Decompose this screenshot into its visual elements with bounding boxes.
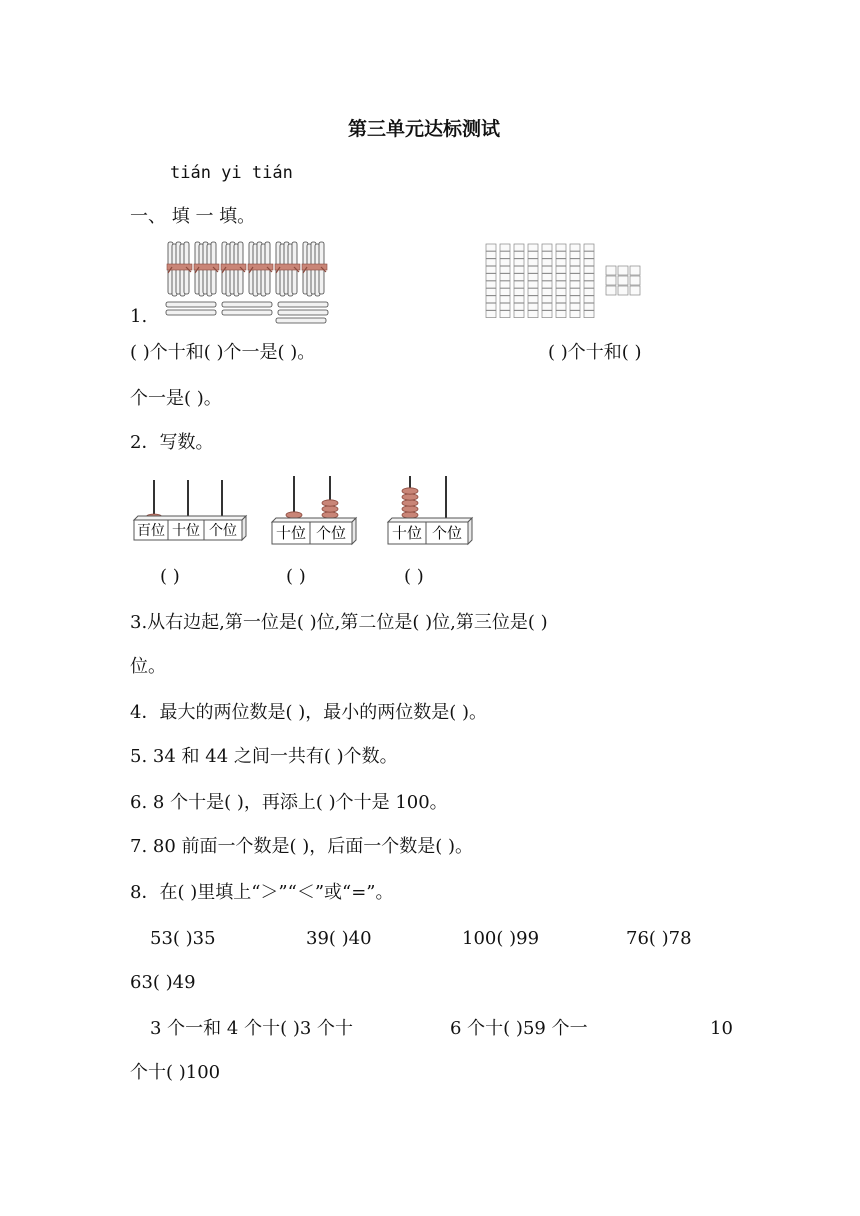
- abacus-2: [268, 474, 362, 548]
- abacus-bead: [402, 506, 418, 512]
- abacus-bead: [322, 512, 338, 518]
- pinyin-line: tián yi tián: [170, 163, 293, 183]
- q2-label: 2．写数。: [130, 432, 214, 453]
- unit-cube: [618, 266, 628, 275]
- q1-line1-right: ( )个十和( ): [548, 342, 642, 363]
- bundles-of-sticks-illustration: [164, 240, 336, 322]
- loose-stick: [166, 310, 216, 315]
- ten-rod: [514, 244, 524, 318]
- loose-stick: [278, 302, 328, 307]
- q1-number: 1.: [130, 306, 148, 327]
- unit-cube: [618, 286, 628, 295]
- q8-compare-8-start: 10: [710, 1018, 733, 1039]
- abacus-bead: [402, 488, 418, 494]
- unit-cube: [606, 286, 616, 295]
- unit-cube: [618, 276, 628, 285]
- unit-cube: [606, 276, 616, 285]
- ten-rod: [500, 244, 510, 318]
- q8-compare-8-wrap: 个十( )100: [130, 1062, 221, 1083]
- abacus-1-label-tens: 十位: [172, 523, 200, 539]
- q8-compare-2: 39( )40: [306, 928, 372, 949]
- abacus-bead: [402, 494, 418, 500]
- unit-cube: [606, 266, 616, 275]
- q7: 7. 80 前面一个数是( )，后面一个数是( )。: [130, 836, 474, 857]
- q2-blank-3[interactable]: ( ): [404, 566, 424, 587]
- q5: 5. 34 和 44 之间一共有( )个数。: [130, 746, 398, 767]
- stick-bundle: [302, 242, 327, 296]
- abacus-3: [384, 474, 478, 548]
- loose-stick: [166, 302, 216, 307]
- q1-line1-left: ( )个十和( )个一是( )。: [130, 342, 316, 363]
- abacus-1-label-ones: 个位: [209, 523, 237, 539]
- abacus-bead: [286, 512, 302, 518]
- q1-line2: 个一是( )。: [130, 388, 222, 409]
- abacus-bead: [322, 506, 338, 512]
- q2-blank-1[interactable]: ( ): [160, 566, 180, 587]
- q8-compare-3: 100( )99: [462, 928, 540, 949]
- abacus-bead: [322, 500, 338, 506]
- q8-compare-1: 53( )35: [150, 928, 216, 949]
- abacus-1-label-hundreds: 百位: [137, 523, 165, 539]
- ten-rod: [556, 244, 566, 318]
- ten-rod: [528, 244, 538, 318]
- q6: 6. 8 个十是( )，再添上( )个十是 100。: [130, 792, 448, 813]
- page-title: 第三单元达标测试: [348, 118, 501, 140]
- abacus-3-label-tens: 十位: [391, 524, 423, 542]
- stick-bundle: [167, 242, 192, 296]
- stick-bundle: [248, 242, 273, 296]
- stick-bundle: [194, 242, 219, 296]
- stick-bundle: [275, 242, 300, 296]
- cube-blocks-illustration: [484, 242, 646, 320]
- ten-rod: [486, 244, 496, 318]
- unit-cube: [630, 276, 640, 285]
- abacus-2-label-ones: 个位: [315, 524, 347, 542]
- loose-stick: [222, 302, 272, 307]
- loose-stick: [278, 310, 328, 315]
- unit-cube: [630, 286, 640, 295]
- abacus-1: [130, 476, 250, 546]
- loose-stick: [276, 318, 326, 323]
- q8-compare-6: 3 个一和 4 个十( )3 个十: [150, 1018, 354, 1039]
- q8-compare-7: 6 个十( )59 个一: [450, 1018, 588, 1039]
- q3-line2: 位。: [130, 656, 166, 677]
- ten-rod: [570, 244, 580, 318]
- q8-instruction: 8．在( )里填上“＞”“＜”或“=”。: [130, 882, 394, 903]
- q3-line1: 3.从右边起,第一位是( )位,第二位是( )位,第三位是( ): [130, 612, 548, 633]
- section-heading: 一、 填 一 填。: [130, 206, 256, 227]
- abacus-3-label-ones: 个位: [431, 524, 463, 542]
- q4: 4．最大的两位数是( )，最小的两位数是( )。: [130, 702, 487, 723]
- abacus-bead: [402, 500, 418, 506]
- loose-stick: [222, 310, 272, 315]
- q8-compare-5: 63( )49: [130, 972, 196, 993]
- q8-compare-4: 76( )78: [626, 928, 692, 949]
- ten-rod: [542, 244, 552, 318]
- stick-bundle: [221, 242, 246, 296]
- abacus-2-label-tens: 十位: [275, 524, 307, 542]
- unit-cube: [630, 266, 640, 275]
- ten-rod: [584, 244, 594, 318]
- abacus-bead: [402, 512, 418, 518]
- q2-blank-2[interactable]: ( ): [286, 566, 306, 587]
